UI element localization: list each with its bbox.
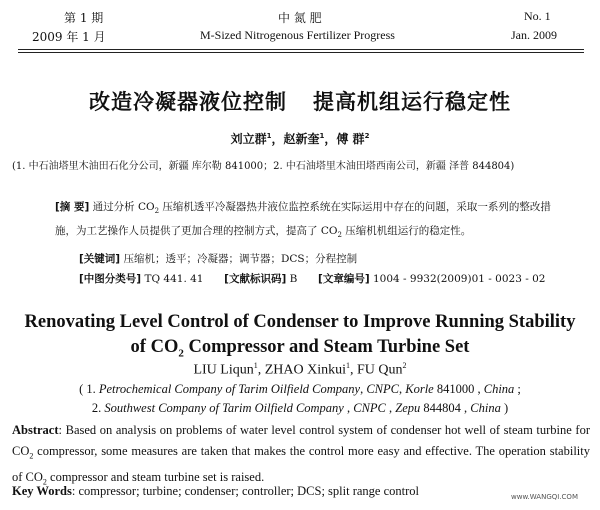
- issue-en: No. 1: [524, 9, 551, 23]
- chinese-title-part1: 改造冷凝器液位控制: [89, 90, 287, 114]
- en-abstract-text-2: compressor, some measures are taken that makes the control more easy and effective. The operation stability of CO: [12, 444, 590, 484]
- journal-en: M-Sized Nitrogenous Fertilizer Progress: [200, 28, 395, 42]
- cn-keywords: 压缩机；透平；冷凝器；调节器；DCS；分程控制: [123, 253, 358, 265]
- affil-text: ;: [514, 382, 521, 396]
- cn-abstract-label: [摘 要]: [55, 201, 90, 213]
- english-affiliation-1: [0, 382, 600, 397]
- cn-author-sep: ，: [324, 132, 337, 146]
- cn-author: 赵新奎: [283, 132, 320, 146]
- chinese-abstract: [55, 197, 555, 245]
- issue-cn: 第 1 期: [64, 11, 104, 25]
- chinese-affiliation: (1. 中石油塔里木油田石化分公司，新疆 库尔勒 841000；2. 中石油塔里木油田塔西南公司，新疆 泽普 844804): [12, 161, 515, 172]
- cn-author-sup: 2: [364, 132, 370, 140]
- cn-keywords-label: [关键词]: [79, 253, 121, 265]
- affil-text: ,: [399, 382, 406, 396]
- affil-country: China: [470, 401, 501, 415]
- en-abstract-sub: 2: [42, 477, 47, 486]
- cn-abstract-text-1: 通过分析 CO: [92, 201, 155, 213]
- en-abstract-text-1: Based on analysis on problems of water level control system of condenser hot well of steam turbine for CO: [12, 423, 591, 458]
- english-title-line-1: Renovating Level Control of Condenser to Improve Running Stability: [24, 312, 576, 332]
- clc-label: [中图分类号]: [79, 273, 142, 285]
- header-rule-1: [18, 49, 584, 50]
- en-abstract-colon: :: [58, 423, 66, 437]
- affil-org: Petrochemical Company of Tarim Oilfield Company: [98, 382, 361, 396]
- journal-cn: 中 氮 肥: [278, 11, 322, 25]
- en-author-sup: 1: [346, 361, 351, 370]
- en-title-sub: 2: [178, 347, 184, 360]
- affil-city: Korle: [405, 382, 434, 396]
- cn-author-sup: 1: [319, 132, 325, 140]
- en-abstract-sub: 2: [29, 451, 34, 461]
- cn-abstract-text-3: 压缩机机组运行的稳定性。: [341, 225, 472, 238]
- cn-abstract-text-2: 压缩机透平冷凝器热井液位监控系统在实际运用中存在的问题，采取一系列的整改措施，为工艺操作人员提供了更加合理的控制方式，提高了 CO: [55, 201, 551, 238]
- cn-abstract-sub: 2: [154, 207, 160, 216]
- english-affiliation-2: [0, 401, 600, 416]
- cn-author: 傅 群: [336, 132, 365, 146]
- chinese-classification: [79, 271, 545, 286]
- affil-country: China: [483, 382, 515, 396]
- doc-code-label: [文献标识码]: [224, 273, 287, 285]
- en-title-text: of CO: [130, 337, 179, 357]
- english-abstract: [12, 420, 590, 492]
- affil-text: ,: [385, 401, 396, 415]
- affil-text: 2.: [91, 401, 105, 415]
- affil-text: ): [500, 401, 509, 415]
- doc-code-value: B: [289, 273, 298, 285]
- en-author-sup: 2: [402, 361, 407, 370]
- affil-text: ,: [360, 382, 367, 396]
- en-abstract-label: Abstract: [12, 423, 59, 437]
- affil-city: Zepu: [395, 401, 421, 415]
- affil-org: CNPC: [366, 382, 399, 396]
- en-abstract-text-3: compressor and steam turbine set is raised.: [46, 469, 265, 484]
- affil-text: ( 1.: [79, 382, 99, 396]
- cn-abstract-sub: 2: [337, 231, 342, 240]
- article-number-value: 1004 - 9932(2009)01 - 0023 - 02: [372, 273, 546, 285]
- en-author: ZHAO Xinkui: [264, 362, 347, 378]
- en-keywords-label: Key Words: [12, 484, 72, 498]
- date-cn: 2009 年 1 月: [32, 30, 106, 44]
- affil-org: Southwest Company of Tarim Oilfield Company: [104, 401, 344, 415]
- chinese-title: [0, 86, 600, 116]
- cn-author-sep: ，: [271, 132, 284, 146]
- en-author: LIU Liqun: [193, 362, 254, 378]
- en-author: FU Qun: [357, 362, 403, 378]
- en-title-text: Compressor and Steam Turbine Set: [183, 337, 470, 357]
- chinese-authors: [0, 130, 600, 147]
- affil-text: 844804 ,: [420, 401, 471, 415]
- cn-author-sup: 1: [266, 132, 272, 140]
- english-authors: LIU Liqun$^1$, ZHAO Xinkui$^1$, FU Qun$^2$: [193, 361, 407, 378]
- cn-author: 刘立群: [230, 132, 267, 146]
- chinese-title-part2: 提高机组运行稳定性: [313, 90, 511, 114]
- en-author-sup: 1: [253, 361, 258, 370]
- header-rule-2: [18, 52, 584, 53]
- article-number-label: [文章编号]: [318, 273, 370, 285]
- clc-value: TQ 441. 41: [144, 273, 204, 285]
- date-en: Jan. 2009: [511, 28, 557, 42]
- english-keywords: [12, 484, 419, 499]
- english-title: [0, 310, 600, 367]
- affil-org: CNPC: [353, 401, 386, 415]
- chinese-keywords: [79, 251, 357, 266]
- affil-text: ,: [343, 401, 354, 415]
- watermark: www.WANGQI.COM: [511, 493, 578, 501]
- affil-text: 841000 ,: [433, 382, 484, 396]
- en-keywords: : compressor; turbine; condenser; controller; DCS; split range control: [71, 484, 420, 498]
